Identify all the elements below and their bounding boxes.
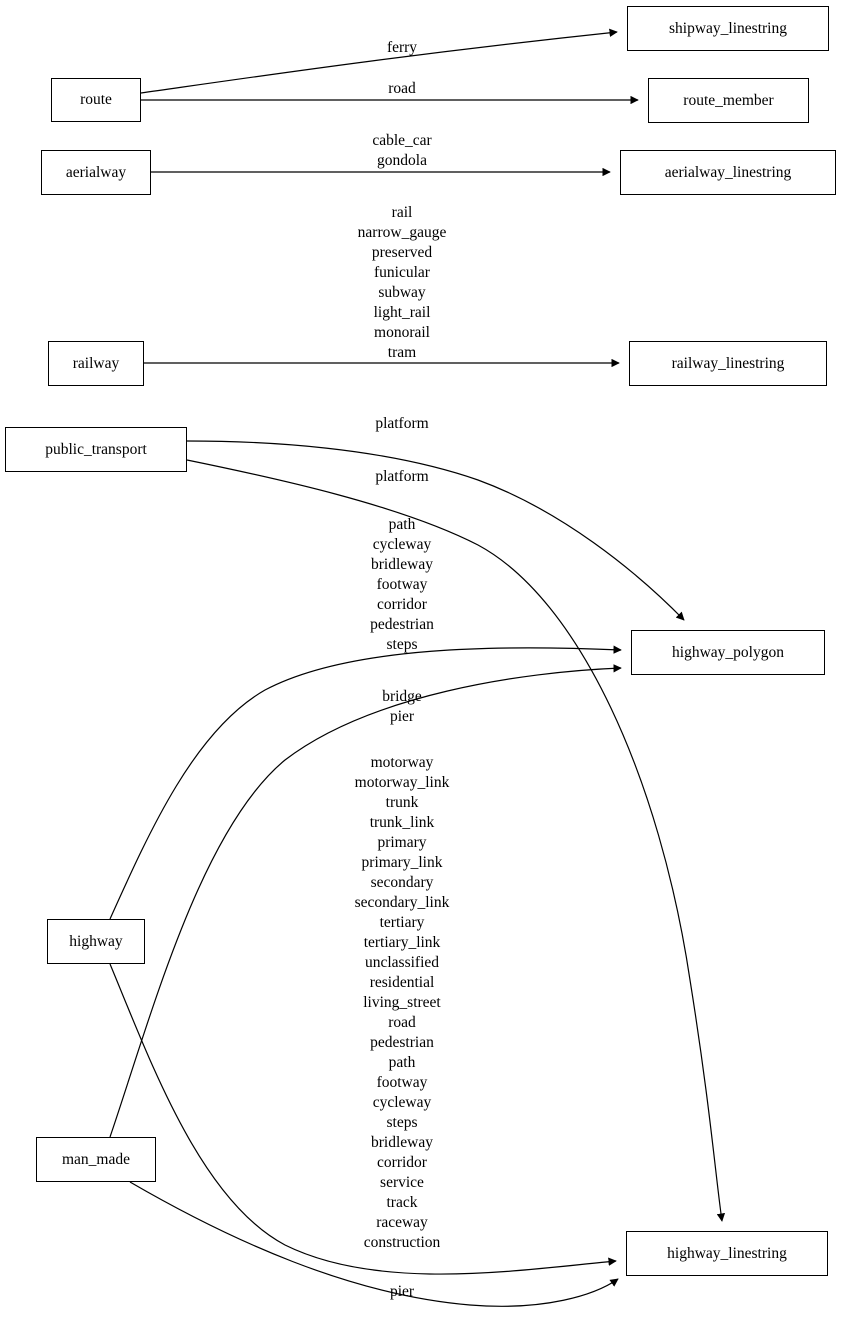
edge-label-railway-railway_linestring — [358, 203, 447, 363]
edge-label-line: platform — [375, 468, 429, 485]
edge-label-public_transport-highway_linestring — [375, 467, 428, 487]
edge-public_transport-highway_polygon — [187, 441, 684, 620]
edge-label-line: subway — [378, 284, 426, 301]
edge-label-highway-highway_polygon — [370, 515, 434, 655]
edge-label-line: secondary_link — [354, 894, 450, 911]
edge-label-line: path — [388, 1054, 416, 1071]
node-label: man_made — [61, 1150, 130, 1168]
edge-label-line: motorway_link — [354, 774, 450, 791]
edge-label-highway-highway_linestring — [355, 753, 450, 1253]
edge-label-public_transport-highway_polygon — [375, 414, 428, 434]
node-public_transport[interactable] — [5, 427, 187, 472]
node-label: railway_linestring — [671, 354, 785, 372]
edge-label-line: primary — [377, 834, 427, 851]
node-aerialway[interactable] — [41, 150, 151, 195]
edge-label-line: steps — [386, 1114, 418, 1131]
node-highway_linestring[interactable] — [626, 1231, 828, 1276]
node-label: highway_polygon — [672, 643, 784, 661]
edge-label-line: trunk — [385, 794, 419, 811]
node-label: aerialway_linestring — [664, 163, 792, 181]
edge-label-line: road — [388, 1014, 416, 1031]
edge-label-line: motorway — [370, 754, 434, 771]
edge-label-line: monorail — [374, 324, 430, 341]
node-man_made[interactable] — [36, 1137, 156, 1182]
edge-public_transport-highway_linestring — [187, 460, 722, 1221]
edge-label-line: bridleway — [371, 556, 433, 573]
edge-label-line: track — [386, 1194, 418, 1211]
edge-label-line: corridor — [377, 1154, 427, 1171]
node-label: railway — [72, 354, 120, 372]
edge-label-line: road — [388, 80, 416, 97]
edge-label-line: unclassified — [364, 954, 440, 971]
edge-label-line: pedestrian — [370, 616, 434, 633]
edge-label-line: pier — [389, 708, 415, 725]
edge-label-line: footway — [376, 1074, 428, 1091]
node-label: public_transport — [45, 440, 147, 458]
node-label: highway — [69, 932, 123, 950]
node-label: shipway_linestring — [669, 19, 787, 37]
edge-label-line: gondola — [377, 152, 427, 169]
edge-label-line: residential — [369, 974, 435, 991]
node-label: route_member — [683, 91, 774, 109]
edge-label-line: trunk_link — [369, 814, 435, 831]
edge-label-line: light_rail — [373, 304, 431, 321]
edge-label-line: service — [380, 1174, 424, 1191]
node-railway_linestring[interactable] — [629, 341, 827, 386]
edge-label-line: bridleway — [371, 1134, 433, 1151]
node-aerialway_linestring[interactable] — [620, 150, 836, 195]
edge-label-line: corridor — [377, 596, 427, 613]
edge-label-line: bridge — [382, 688, 422, 705]
node-shipway_linestring[interactable] — [627, 6, 829, 51]
edge-label-route-shipway — [387, 38, 417, 58]
edge-label-aerialway-aerialway_linestring — [372, 131, 431, 171]
edge-label-line: pier — [389, 1283, 415, 1300]
edge-label-line: cycleway — [372, 536, 432, 553]
edge-label-line: tram — [387, 344, 417, 361]
edge-label-line: funicular — [374, 264, 430, 281]
node-label: route — [80, 91, 112, 109]
edge-label-line: secondary — [370, 874, 434, 891]
node-label: highway_linestring — [667, 1244, 787, 1262]
edge-label-line: steps — [386, 636, 418, 653]
edge-label-man_made-highway_polygon — [382, 687, 422, 727]
edge-label-line: preserved — [371, 244, 433, 261]
edge-label-line: raceway — [376, 1214, 428, 1231]
edge-label-line: primary_link — [361, 854, 443, 871]
edge-label-line: cycleway — [372, 1094, 432, 1111]
edge-label-line: cable_car — [372, 132, 432, 149]
edge-label-line: rail — [391, 204, 413, 221]
edge-label-line: living_street — [363, 994, 441, 1011]
node-railway[interactable] — [48, 341, 144, 386]
edge-label-line: narrow_gauge — [357, 224, 447, 241]
edge-label-line: platform — [375, 415, 429, 432]
node-highway_polygon[interactable] — [631, 630, 825, 675]
edge-route-shipway — [141, 32, 617, 93]
node-highway[interactable] — [47, 919, 145, 964]
edge-label-line: tertiary — [379, 914, 425, 931]
node-route_member[interactable] — [648, 78, 809, 123]
edge-label-line: footway — [376, 576, 428, 593]
edge-label-line: construction — [363, 1234, 441, 1251]
edge-label-route-route_member — [388, 79, 416, 99]
edge-label-line: path — [388, 516, 416, 533]
edge-label-line: ferry — [386, 39, 418, 56]
edge-label-line: pedestrian — [370, 1034, 434, 1051]
node-route[interactable] — [51, 78, 141, 122]
node-label: aerialway — [65, 163, 127, 181]
edge-label-man_made-highway_linestring — [390, 1282, 414, 1302]
edge-label-line: tertiary_link — [363, 934, 441, 951]
